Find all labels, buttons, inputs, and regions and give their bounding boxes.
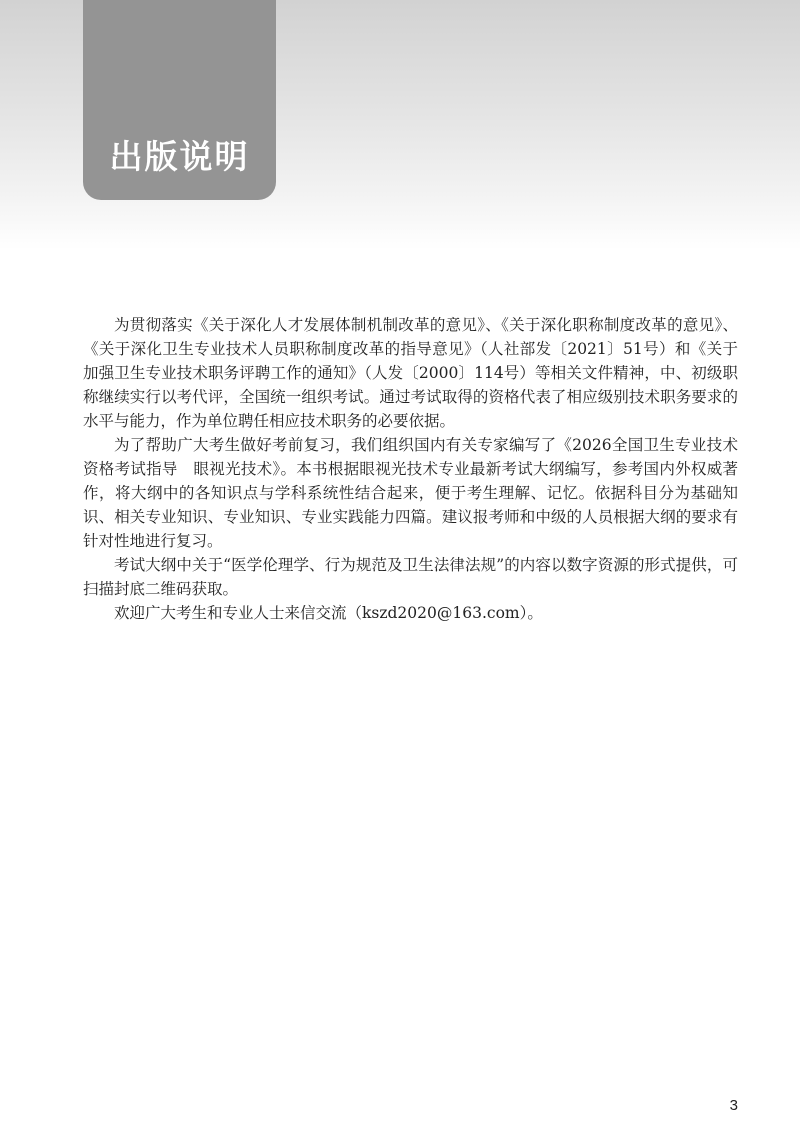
- title-tab: [83, 0, 276, 200]
- paragraph-policy: 为贯彻落实《关于深化人才发展体制机制改革的意见》、《关于深化职称制度改革的意见》、《关于深化卫生专业技术人员职称制度改革的指导意见》（人社部发〔2021〕51号）和《关于加强卫生专业技术职务评聘工作的通知》（人发〔2000〕114号）等相关文件精神，中、初级职称继续实行以考代评，全国统一组织考试。通过考试取得的资格代表了相应级别技术职务要求的水平与能力，作为单位聘任相应技术职务的必要依据。: [83, 316, 738, 430]
- paragraph-book-intro: 为了帮助广大考生做好考前复习，我们组织国内有关专家编写了《2026全国卫生专业技术资格考试指导 眼视光技术》。本书根据眼视光技术专业最新考试大纲编写，参考国内外权威著作，将大纲中的各知识点与学科系统性结合起来，便于考生理解、记忆。依据科目分为基础知识、相关专业知识、专业知识、专业实践能力四篇。建议报考师和中级的人员根据大纲的要求有针对性地进行复习。: [83, 436, 738, 550]
- paragraph-contact: 欢迎广大考生和专业人士来信交流（kszd2020@163.com）。: [114, 604, 543, 622]
- paragraph-digital-resources: 考试大纲中关于“医学伦理学、行为规范及卫生法律法规”的内容以数字资源的形式提供，可扫描封底二维码获取。: [83, 556, 738, 598]
- page-number: 3: [729, 1097, 738, 1114]
- body-text: [83, 313, 738, 625]
- page-title: 出版说明: [109, 137, 250, 176]
